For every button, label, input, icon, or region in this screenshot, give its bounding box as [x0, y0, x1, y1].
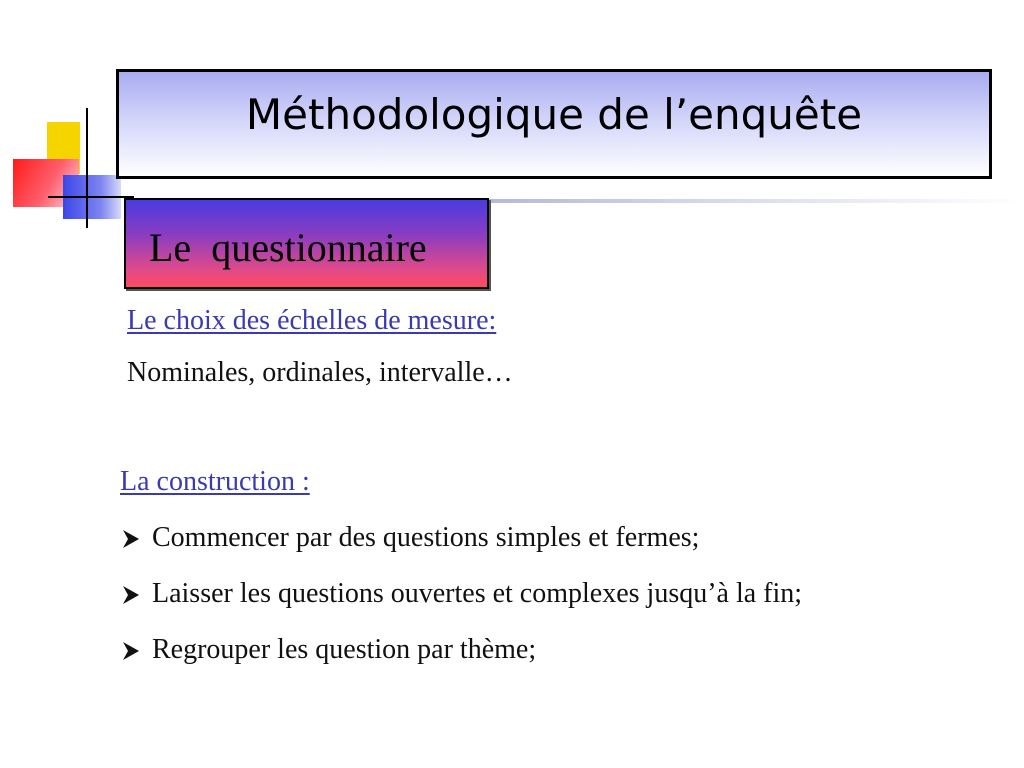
bullet-item — [121, 578, 802, 610]
slide-subtitle: Le questionnaire — [149, 225, 427, 270]
title-box — [116, 69, 992, 179]
bullet-item — [121, 634, 536, 666]
title-divider — [488, 199, 1024, 203]
decorative-horizontal-line — [48, 196, 134, 198]
bullet-item-label: Laisser les questions ouvertes et complexes jusqu’à la fin; — [152, 578, 803, 609]
bullet-item-label: Regrouper les question par thème; — [152, 634, 537, 665]
construction-heading: La construction : — [120, 466, 310, 497]
scales-heading: Le choix des échelles de mesure: — [127, 305, 497, 336]
arrowhead-bullet-icon — [121, 584, 141, 606]
slide-title: Méthodologique de l’enquête — [245, 89, 863, 139]
subtitle-box — [124, 198, 489, 289]
arrowhead-bullet-icon — [121, 528, 141, 550]
arrowhead-bullet-icon — [121, 640, 141, 662]
bullet-item — [121, 522, 699, 554]
scales-text: Nominales, ordinales, intervalle… — [127, 357, 513, 388]
decorative-vertical-line — [86, 108, 88, 228]
bullet-item-label: Commencer par des questions simples et fermes; — [152, 522, 700, 553]
